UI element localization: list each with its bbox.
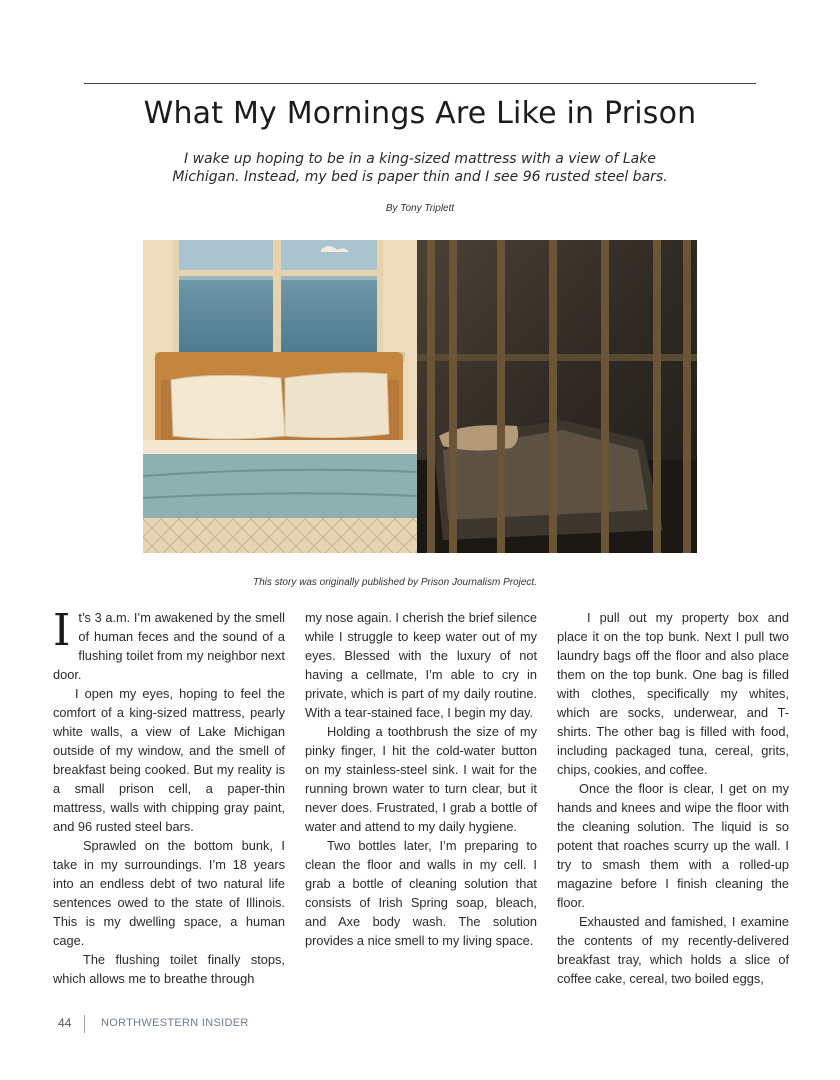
paragraph: my nose again. I cherish the brief silence while I struggle to keep water out of my eyes. Blessed with the luxury of not having a cellmate, I’m able to cry in private, which is part of my daily routine. With a tear-stained face, I begin my day.: [305, 610, 537, 720]
paragraph: Exhausted and famished, I examine the contents of my recently-delivered breakfast tray, which holds a slice of coffee cake, cereal, two boiled eggs,: [557, 914, 789, 986]
paragraph: Once the floor is clear, I get on my hands and knees and wipe the floor with the cleaning solution. The liquid is so potent that roaches scurry up the wall. I try to smash them with a rolled-up magazine before I finish cleaning the floor.: [557, 781, 789, 910]
prison-cell-scene: [417, 240, 697, 553]
paragraph: The flushing toilet finally stops, which allows me to breathe through: [53, 952, 285, 986]
article-dek: I wake up hoping to be in a king-sized mattress with a view of Lake Michigan. Instead, my bed is paper thin and I see 96 rusted steel bars.: [172, 151, 668, 185]
drop-cap: I: [53, 605, 71, 656]
byline: By Tony Triplett: [385, 203, 455, 214]
paragraph: Sprawled on the bottom bunk, I take in my surroundings. I’m 18 years into an endless debt of two natural life sentences owed to the state of Illinois. This is my dwelling space, a human cage.: [53, 838, 285, 948]
article-title: What My Mornings Are Like in Prison: [143, 96, 697, 131]
body-column-3: [557, 608, 789, 988]
image-caption: This story was originally published by Prison Journalism Project.: [252, 577, 537, 588]
paragraph: I pull out my property box and place it on the top bunk. Next I pull two laundry bags off the floor and also place them on the top bunk. One bag is filled with clothes, specifically my whites, which are socks, underwear, and T-shirts. The other bag is filled with food, including packaged tuna, cereal, grits, chips, cookies, and coffee.: [557, 610, 789, 777]
body-column-2: [305, 608, 537, 950]
paragraph: Two bottles later, I’m preparing to clean the floor and walls in my cell. I grab a bottle of cleaning solution that consists of Irish Spring soap, bleach, and Axe body wash. The solution provides a nice smell to my living space.: [305, 838, 537, 948]
footer-divider: [84, 1015, 85, 1033]
header-rule: [84, 83, 756, 84]
publication-name: NORTHWESTERN INSIDER: [101, 1017, 249, 1029]
paragraph: t’s 3 a.m. I’m awakened by the smell of human feces and the sound of a flushing toilet from my neighbor next door.: [53, 610, 285, 682]
paragraph: I open my eyes, hoping to feel the comfort of a king-sized mattress, pearly white walls, a view of Lake Michigan outside of my window, and the smell of breakfast being cooked. But my reality is a small prison cell, a paper-thin mattress, walls with chipping gray paint, and 96 rusted steel bars.: [53, 686, 285, 834]
body-column-1: [53, 605, 285, 988]
bedroom-scene: [143, 240, 417, 553]
paragraph: Holding a toothbrush the size of my pinky finger, I hit the cold-water button on my stainless-steel sink. I wait for the running brown water to turn clear, but it never does. Frustrated, I grab a bottle of water and attend to my daily hygiene.: [305, 724, 537, 834]
page-number: 44: [58, 1016, 72, 1030]
bed-vs-prison-cell-illustration: [143, 240, 697, 553]
